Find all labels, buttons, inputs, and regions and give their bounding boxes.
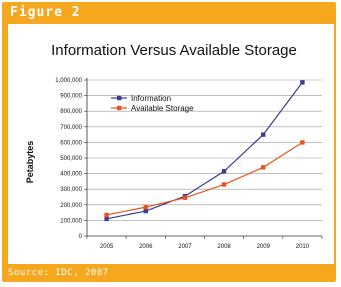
y-tick-label: 400,000	[60, 171, 82, 178]
figure-source: Source: IDC, 2007	[8, 268, 109, 278]
legend-label: Available Storage	[131, 104, 194, 113]
y-tick-label: 800,000	[60, 109, 82, 116]
y-tick-label: 300,000	[60, 187, 82, 194]
data-point	[222, 169, 226, 173]
data-point	[261, 132, 265, 136]
x-tick-label: 2010	[295, 244, 310, 250]
data-point	[300, 140, 304, 144]
legend-swatch-marker	[117, 106, 121, 110]
y-tick-label: 1,000,000	[55, 78, 82, 84]
y-tick-label: 500,000	[60, 156, 82, 162]
x-ticks	[87, 236, 322, 250]
y-tick-label: 600,000	[60, 140, 82, 147]
data-point	[104, 213, 108, 217]
x-tick-label: 2008	[217, 244, 231, 250]
y-tick-label: 900,000	[60, 93, 82, 100]
x-tick-label: 2007	[178, 244, 192, 250]
data-point	[144, 209, 148, 213]
y-tick-label: 0	[78, 234, 82, 240]
data-point	[261, 165, 265, 169]
data-point	[144, 205, 148, 209]
legend-swatch-marker	[117, 96, 121, 100]
series-line-2	[107, 142, 303, 215]
y-ticks	[55, 78, 87, 240]
x-tick-label: 2005	[99, 244, 114, 250]
data-point	[104, 217, 108, 221]
legend	[111, 94, 194, 113]
gridlines	[87, 80, 322, 220]
legend-label: Information	[131, 94, 172, 103]
data-point	[300, 80, 304, 84]
chart-title: Information Versus Available Storage	[51, 42, 297, 59]
data-point	[222, 182, 226, 186]
x-tick-label: 2006	[139, 244, 153, 250]
y-tick-label: 700,000	[60, 124, 82, 131]
data-point	[183, 196, 187, 200]
x-tick-label: 2009	[256, 244, 270, 250]
y-tick-label: 200,000	[60, 202, 82, 209]
y-axis-label: Petabytes	[25, 140, 35, 184]
y-tick-label: 100,000	[60, 218, 82, 225]
figure-header: Figure 2	[10, 5, 81, 20]
